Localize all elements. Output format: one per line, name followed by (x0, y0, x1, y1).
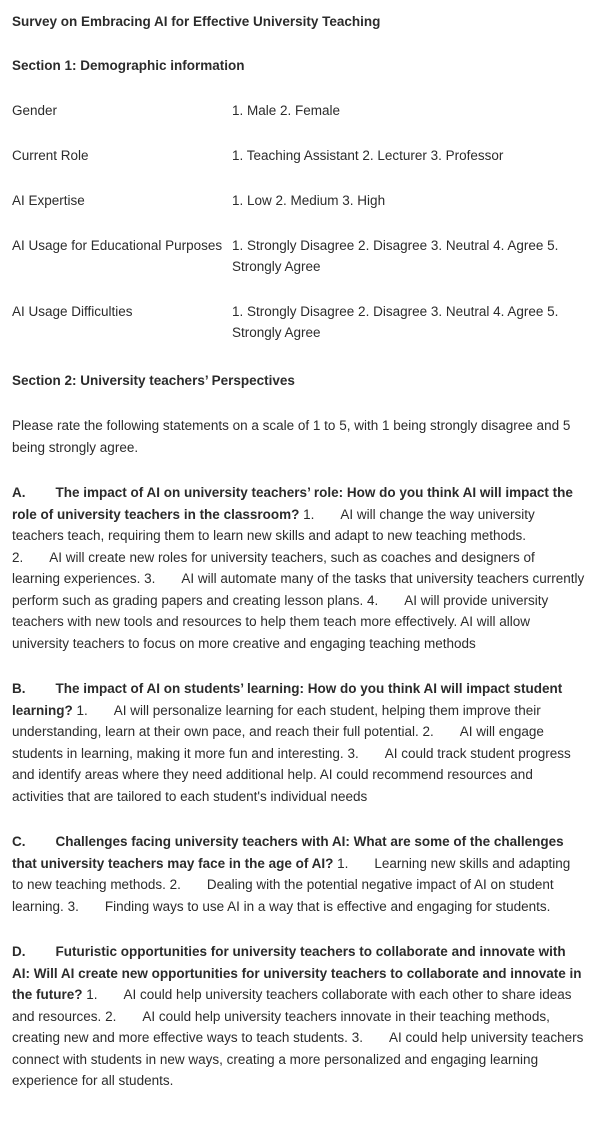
statement-number: 4. (366, 592, 379, 608)
statement-number: 1. (337, 855, 349, 871)
item-letter: C. (12, 834, 26, 849)
statement: Dealing with the potential negative impact of AI on student learning. (12, 877, 554, 914)
statement: AI will create new roles for university teachers, such as coaches and designers of learning experiences. (12, 549, 535, 586)
statement: AI could help university teachers connect with students in new ways, creating a more personalized and engaging learning experience for all students. (12, 1030, 584, 1088)
statement-number: 1. (303, 506, 315, 522)
statement: AI will change the way university teachers teach, requiring them to learn new skills and adapt to new teaching methods. (12, 506, 535, 543)
statement: AI will engage students in learning, making it more fun and interesting. (12, 724, 544, 761)
question-block-c (12, 831, 585, 917)
item-question: The impact of AI on university teachers’ role: How do you think AI will impact the role of university teachers in the classroom? (12, 485, 573, 522)
statement-number: 2. (422, 724, 434, 739)
table-row (12, 100, 584, 121)
table-row (12, 145, 584, 166)
options-cell: 1. Teaching Assistant 2. Lecturer 3. Professor (232, 148, 504, 163)
statement-number: 2. (105, 1008, 117, 1024)
question-cell: Gender (12, 103, 58, 118)
options-cell: 1. Strongly Disagree 2. Disagree 3. Neutral 4. Agree 5. Strongly Agree (232, 304, 559, 340)
question-block-d (12, 941, 585, 1092)
statement-number: 2. (169, 877, 181, 892)
question-cell: AI Usage for Educational Purposes (12, 238, 223, 253)
statement-number: 3. (351, 1030, 363, 1045)
statement: AI will provide university teachers with new tools and resources to help them teach more effectively. AI will allow university teachers to focus on more creative and engaging teaching methods (12, 592, 549, 651)
statement-number: 1. (86, 987, 98, 1002)
item-letter: B. (12, 681, 26, 696)
table-row (12, 190, 584, 211)
statement-number: 3. (144, 571, 156, 586)
statement: Finding ways to use AI in a way that is effective and engaging for students. (104, 898, 551, 914)
page-title: Survey on Embracing AI for Effective University Teaching (12, 14, 381, 29)
statement: AI could help university teachers innovate in their teaching methods, creating new and more effective ways to teach students. (12, 1008, 550, 1045)
statement-number: 1. (76, 702, 88, 718)
statement: AI could help university teachers collaborate with each other to share ideas and resources. (12, 987, 572, 1024)
item-question: Futuristic opportunities for university teachers to collaborate and innovate with AI: Will AI create new opportunities for university teachers to collaborate and innovate in the future? (12, 944, 582, 1002)
item-question: Challenges facing university teachers with AI: What are some of the challenges that university teachers may face in the age of AI? (12, 834, 564, 871)
statement-number: 2. (12, 549, 24, 565)
statement: AI will automate many of the tasks that university teachers currently perform such as grading papers and creating lesson plans. (12, 571, 585, 608)
statement: Learning new skills and adapting to new teaching methods. (12, 855, 571, 892)
question-cell: AI Usage Difficulties (12, 304, 133, 319)
rating-instructions: Please rate the following statements on a scale of 1 to 5, with 1 being strongly disagree and 5 being strongly agree. (12, 418, 571, 455)
question-cell: Current Role (12, 148, 89, 163)
statement: AI could track student progress and identify areas where they need additional help. AI could recommend resources and activities that are tailored to each student's individual needs (12, 745, 571, 804)
options-cell: 1. Male 2. Female (232, 103, 341, 118)
options-cell: 1. Strongly Disagree 2. Disagree 3. Neutral 4. Agree 5. Strongly Agree (232, 238, 559, 274)
question-block-a (12, 482, 585, 654)
question-block-b (12, 678, 585, 807)
demographic-table (12, 100, 584, 343)
item-letter: D. (12, 944, 26, 959)
options-cell: 1. Low 2. Medium 3. High (232, 193, 386, 208)
table-row (12, 235, 584, 277)
statement: AI will personalize learning for each student, helping them improve their understanding, learn at their own pace, and reach their full potential. (12, 702, 541, 739)
section1-heading: Section 1: Demographic information (12, 58, 245, 73)
item-question: The impact of AI on students’ learning: How do you think AI will impact student learning? (12, 681, 563, 718)
table-row (12, 301, 584, 343)
statement-number: 3. (67, 898, 79, 914)
item-letter: A. (12, 485, 26, 500)
section2-heading: Section 2: University teachers’ Perspectives (12, 373, 295, 388)
question-cell: AI Expertise (12, 193, 85, 208)
statement-number: 3. (347, 745, 359, 761)
